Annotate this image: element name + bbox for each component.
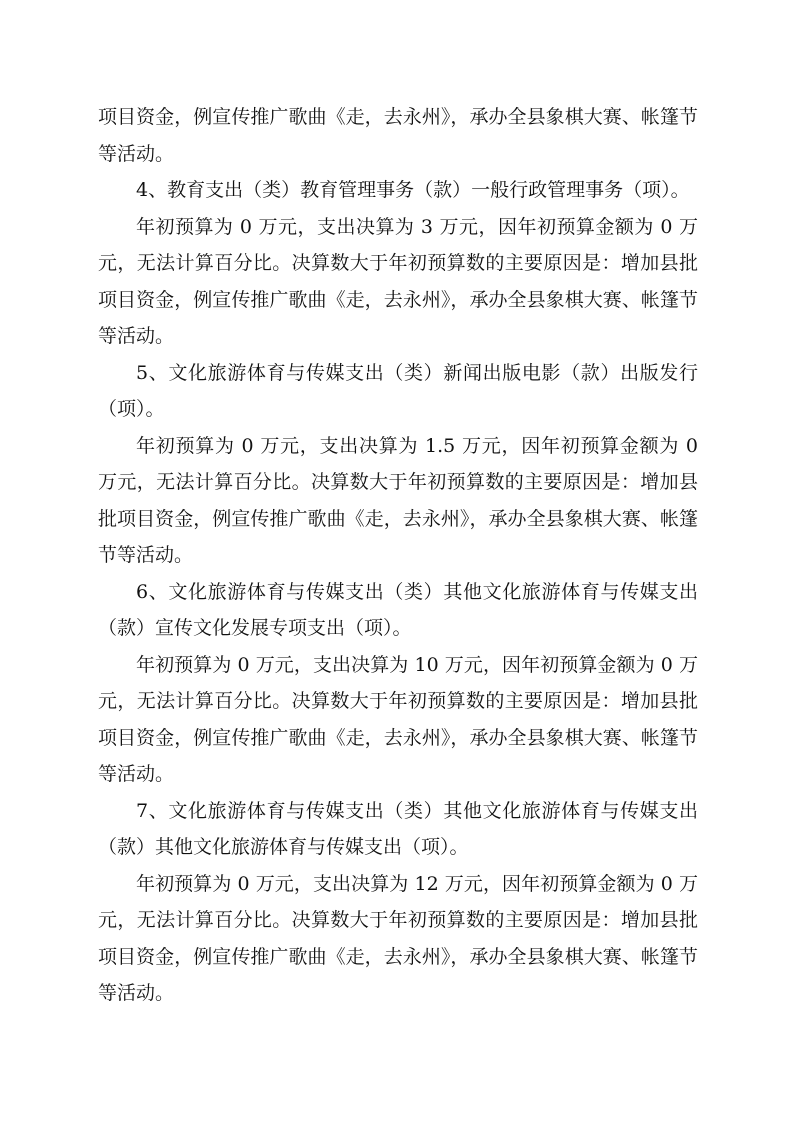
section-body-4: 年初预算为 0 万元，支出决算为 3 万元，因年初预算金额为 0 万元，无法计算百分比。决算数大于年初预算数的主要原因是：增加县批项目资金，例宣传推广歌曲《走，去永州》，承办全县象棋大赛、帐篷节等活动。 xyxy=(98,215,698,347)
paragraph-continuation: 项目资金，例宣传推广歌曲《走，去永州》，承办全县象棋大赛、帐篷节等活动。 xyxy=(98,106,698,165)
document-body xyxy=(98,99,698,1012)
section-body-5: 年初预算为 0 万元，支出决算为 1.5 万元，因年初预算金额为 0 万元，无法计算百分比。决算数大于年初预算数的主要原因是：增加县批项目资金，例宣传推广歌曲《走，去永州》，承办全县象棋大赛、帐篷节等活动。 xyxy=(98,434,698,566)
section-heading-4: 4、教育支出（类）教育管理事务（款）一般行政管理事务（项）。 xyxy=(136,179,690,201)
section-heading-6: 6、文化旅游体育与传媒支出（类）其他文化旅游体育与传媒支出（款）宣传文化发展专项支出（项）。 xyxy=(98,580,698,639)
section-heading-5: 5、文化旅游体育与传媒支出（类）新闻出版电影（款）出版发行（项）。 xyxy=(98,361,698,420)
section-body-7: 年初预算为 0 万元，支出决算为 12 万元，因年初预算金额为 0 万元，无法计算百分比。决算数大于年初预算数的主要原因是：增加县批项目资金，例宣传推广歌曲《走，去永州》，承办全县象棋大赛、帐篷节等活动。 xyxy=(98,872,698,1004)
section-heading-7: 7、文化旅游体育与传媒支出（类）其他文化旅游体育与传媒支出（款）其他文化旅游体育与传媒支出（项）。 xyxy=(98,799,698,858)
section-body-6: 年初预算为 0 万元，支出决算为 10 万元，因年初预算金额为 0 万元，无法计算百分比。决算数大于年初预算数的主要原因是：增加县批项目资金，例宣传推广歌曲《走，去永州》，承办全县象棋大赛、帐篷节等活动。 xyxy=(98,653,698,785)
